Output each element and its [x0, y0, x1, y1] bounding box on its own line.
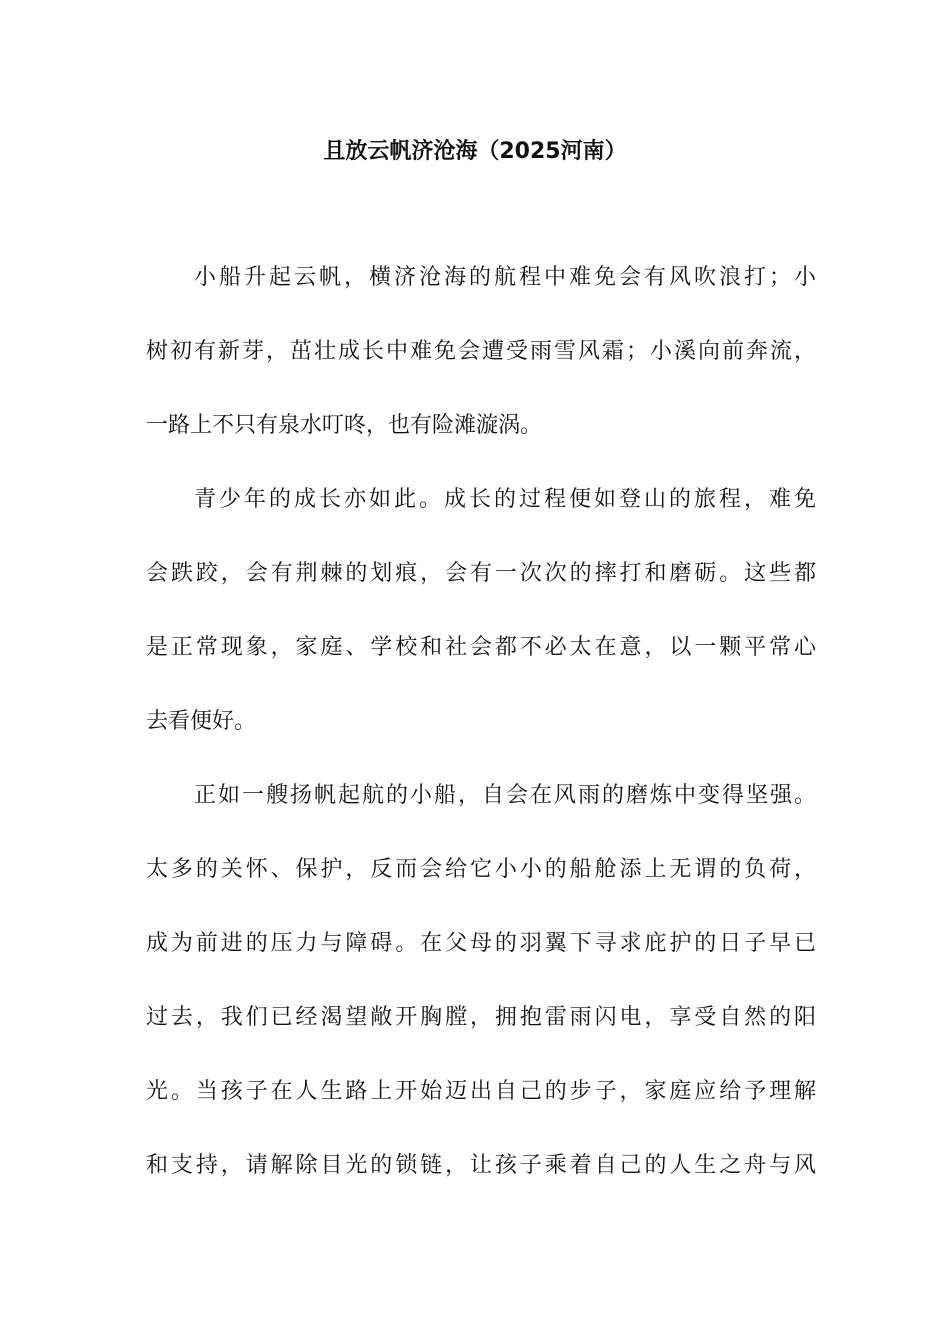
body-line: 过去，我们已经渴望敞开胸膛，拥抱雷雨闪电，享受自然的阳	[146, 1005, 816, 1030]
body-line: 青少年的成长亦如此。成长的过程便如登山的旅程，难免	[194, 487, 816, 512]
document-body	[146, 258, 816, 1220]
body-line: 会跌跤，会有荆棘的划痕，会有一次次的摔打和磨砺。这些都	[146, 561, 816, 586]
body-line: 正如一艘扬帆起航的小船，自会在风雨的磨炼中变得坚强。	[194, 783, 816, 808]
body-line: 去看便好。	[146, 709, 257, 734]
body-line: 成为前进的压力与障碍。在父母的羽翼下寻求庇护的日子早已	[146, 931, 816, 956]
body-line: 太多的关怀、保护，反而会给它小小的船舱添上无谓的负荷，	[146, 857, 816, 882]
body-line: 光。当孩子在人生路上开始迈出自己的步子，家庭应给予理解	[146, 1079, 816, 1104]
body-line: 一路上不只有泉水叮咚，也有险滩漩涡。	[146, 413, 543, 438]
body-line: 是正常现象，家庭、学校和社会都不必太在意，以一颗平常心	[146, 635, 816, 660]
body-line: 小船升起云帆，横济沧海的航程中难免会有风吹浪打；小	[194, 265, 816, 290]
body-line: 和支持，请解除目光的锁链，让孩子乘着自己的人生之舟与风	[146, 1153, 816, 1178]
body-line: 树初有新芽，茁壮成长中难免会遭受雨雪风霜；小溪向前奔流，	[146, 339, 816, 364]
document-title: 且放云帆济沧海（2025河南）	[323, 139, 627, 164]
